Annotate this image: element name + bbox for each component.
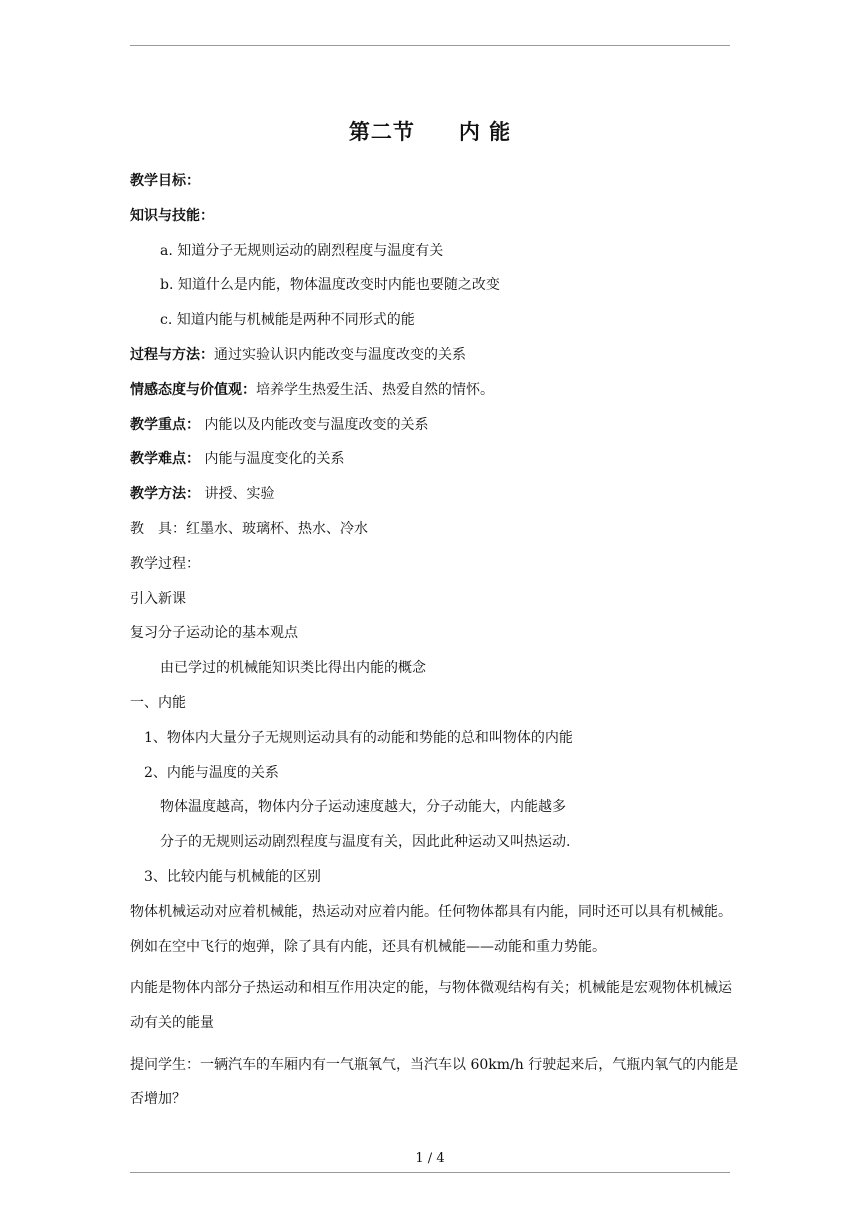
- item-2-a: 物体温度越高，物体内分子运动速度越大，分子动能大，内能越多: [160, 799, 566, 816]
- attitude-text: 培养学生热爱生活、热爱自然的情怀。: [256, 381, 494, 398]
- method-label: 教学方法：: [130, 486, 200, 503]
- method-text: 讲授、实验: [204, 486, 275, 503]
- document-body: [130, 170, 740, 1130]
- tools-line: [130, 518, 740, 553]
- section-heading-1: 一、内能: [130, 694, 186, 711]
- process-analogy: 由已学过的机械能知识类比得出内能的概念: [160, 660, 426, 677]
- paragraph-1: 物体机械运动对应着机械能，热运动对应着内能。任何物体都具有内能，同时还可以具有机械能。例如在空中飞行的炮弹，除了具有内能，还具有机械能——动能和重力势能。: [130, 903, 732, 955]
- item-1: 1、物体内大量分子无规则运动具有的动能和势能的总和叫物体的内能: [144, 729, 573, 746]
- knowledge-item-b: b. 知道什么是内能，物体温度改变时内能也要随之改变: [160, 277, 500, 294]
- process-heading: 教学过程：: [130, 555, 200, 572]
- process-method-line: [130, 344, 740, 379]
- process-intro: 引入新课: [130, 590, 186, 607]
- footer-rule: [130, 1172, 730, 1173]
- difficulty-label: 教学难点：: [130, 451, 200, 468]
- attitude-label: 情感态度与价值观：: [130, 381, 256, 398]
- title-chapter: 第二节: [348, 119, 415, 144]
- attitude-line: [130, 379, 740, 414]
- tools-text: 红墨水、玻璃杯、热水、冷水: [186, 520, 368, 537]
- method-line: [130, 483, 740, 518]
- item-2-b: 分子的无规则运动剧烈程度与温度有关，因此此种运动又叫热运动.: [160, 834, 571, 851]
- knowledge-item-c: c. 知道内能与机械能是两种不同形式的能: [160, 312, 415, 329]
- paragraph-2: 内能是物体内部分子热运动和相互作用决定的能，与物体微观结构有关；机械能是宏观物体机械运动有关的能量: [130, 980, 732, 1031]
- item-3: 3、比较内能与机械能的区别: [144, 868, 321, 885]
- difficulty-line: [130, 448, 740, 483]
- knowledge-heading: 知识与技能：: [130, 207, 214, 224]
- page-number: 1 / 4: [415, 1151, 445, 1166]
- objectives-heading: 教学目标：: [130, 173, 200, 189]
- header-rule: [130, 45, 730, 46]
- key-point-line: [130, 414, 740, 449]
- process-text: 通过实验认识内能改变与温度改变的关系: [214, 346, 466, 363]
- key-point-text: 内能以及内能改变与温度改变的关系: [204, 416, 429, 433]
- question-paragraph: 提问学生：一辆汽车的车厢内有一气瓶氧气，当汽车以 60km/h 行驶起来后，气瓶内氧气的内能是否增加？: [130, 1056, 739, 1108]
- key-point-label: 教学重点：: [130, 416, 200, 433]
- process-label: 过程与方法：: [130, 346, 214, 363]
- page-title: [0, 116, 860, 146]
- title-topic: 内 能: [458, 119, 512, 144]
- process-review: 复习分子运动论的基本观点: [130, 625, 298, 642]
- item-2: 2、内能与温度的关系: [144, 764, 279, 781]
- difficulty-text: 内能与温度变化的关系: [204, 451, 345, 468]
- tools-label: 教 具：: [130, 520, 186, 537]
- knowledge-item-a: a. 知道分子无规则运动的剧烈程度与温度有关: [160, 242, 444, 259]
